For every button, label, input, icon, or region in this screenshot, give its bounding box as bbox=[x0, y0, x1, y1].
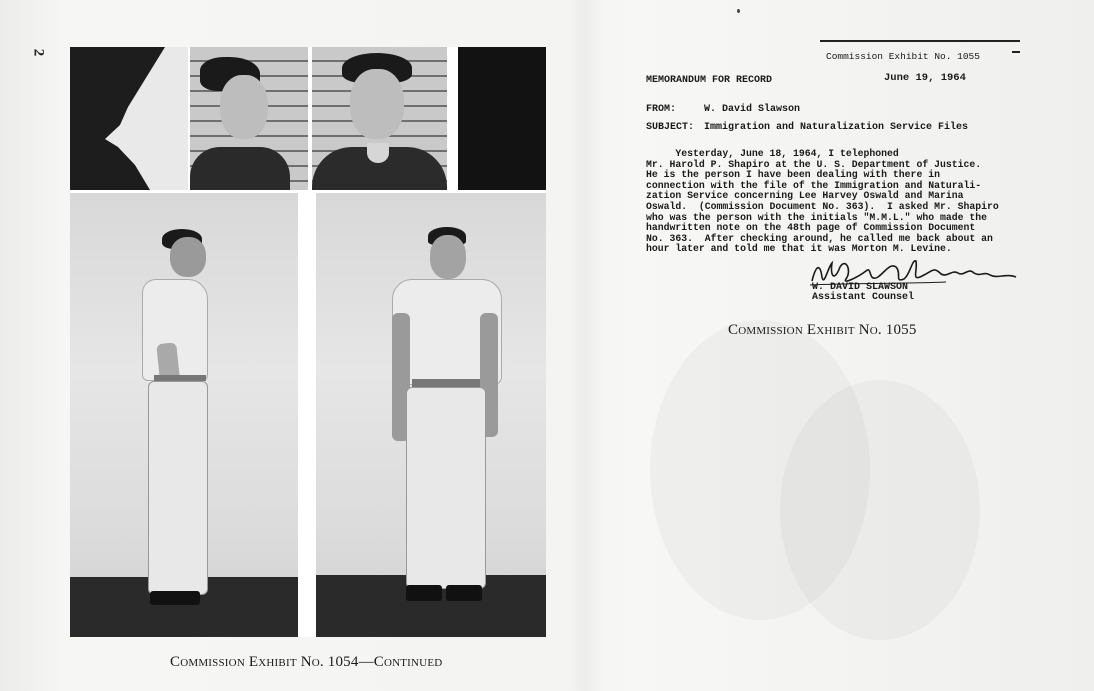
memo-line: Mr. Harold P. Shapiro at the U. S. Department of Justice. bbox=[646, 158, 982, 170]
memo-title: MEMORANDUM FOR RECORD bbox=[646, 75, 773, 86]
right-exhibit-caption: Commission Exhibit No. 1055 bbox=[728, 322, 917, 338]
photo-dark-strip bbox=[458, 47, 546, 190]
signature-name: W. DAVID SLAWSON bbox=[812, 282, 909, 293]
page-number: 2 bbox=[30, 48, 47, 57]
signature-title: Assistant Counsel bbox=[812, 292, 915, 303]
subject-label: SUBJECT: bbox=[646, 122, 695, 133]
fullbody-front-photo bbox=[316, 193, 546, 637]
from-value: W. David Slawson bbox=[704, 104, 801, 115]
photo-dark-corner bbox=[70, 47, 188, 190]
memo-line: Yesterday, June 18, 1964, I telephoned bbox=[646, 148, 899, 159]
memo-line: No. 363. After checking around, he called me back about an bbox=[646, 232, 993, 244]
memo-date: June 19, 1964 bbox=[884, 72, 966, 84]
from-label: FROM: bbox=[646, 104, 677, 115]
top-rule bbox=[820, 40, 1020, 42]
mugshot-profile bbox=[190, 47, 308, 190]
ink-speck bbox=[737, 9, 740, 13]
memo-line: zation Service concerning Lee Harvey Oswald and Marina bbox=[646, 190, 964, 202]
mugshot-front bbox=[312, 47, 447, 190]
exhibit-tag: Commission Exhibit No. 1055 bbox=[826, 51, 980, 62]
rule-tick bbox=[1012, 51, 1020, 53]
memo-line: who was the person with the initials "M.M.L." who made the bbox=[646, 211, 987, 223]
fullbody-profile-photo bbox=[70, 193, 298, 637]
subject-value: Immigration and Naturalization Service Files bbox=[704, 122, 969, 133]
memo-line: hour later and told me that it was Morton M. Levine. bbox=[646, 243, 952, 255]
photo-plate bbox=[70, 47, 546, 637]
paper-stain bbox=[780, 380, 980, 640]
memo-line: handwritten note on the 48th page of Commission Document bbox=[646, 222, 976, 234]
memo-line: connection with the file of the Immigration and Naturali- bbox=[646, 179, 982, 191]
left-exhibit-caption: Commission Exhibit No. 1054—Continued bbox=[170, 654, 443, 670]
memo-line: Oswald. (Commission Document No. 363). I asked Mr. Shapiro bbox=[646, 200, 999, 212]
book-gutter bbox=[565, 0, 605, 691]
memo-body bbox=[646, 149, 1006, 255]
memo-line: He is the person I have been dealing with there in bbox=[646, 169, 940, 181]
torn-paper-graphic bbox=[70, 47, 188, 190]
